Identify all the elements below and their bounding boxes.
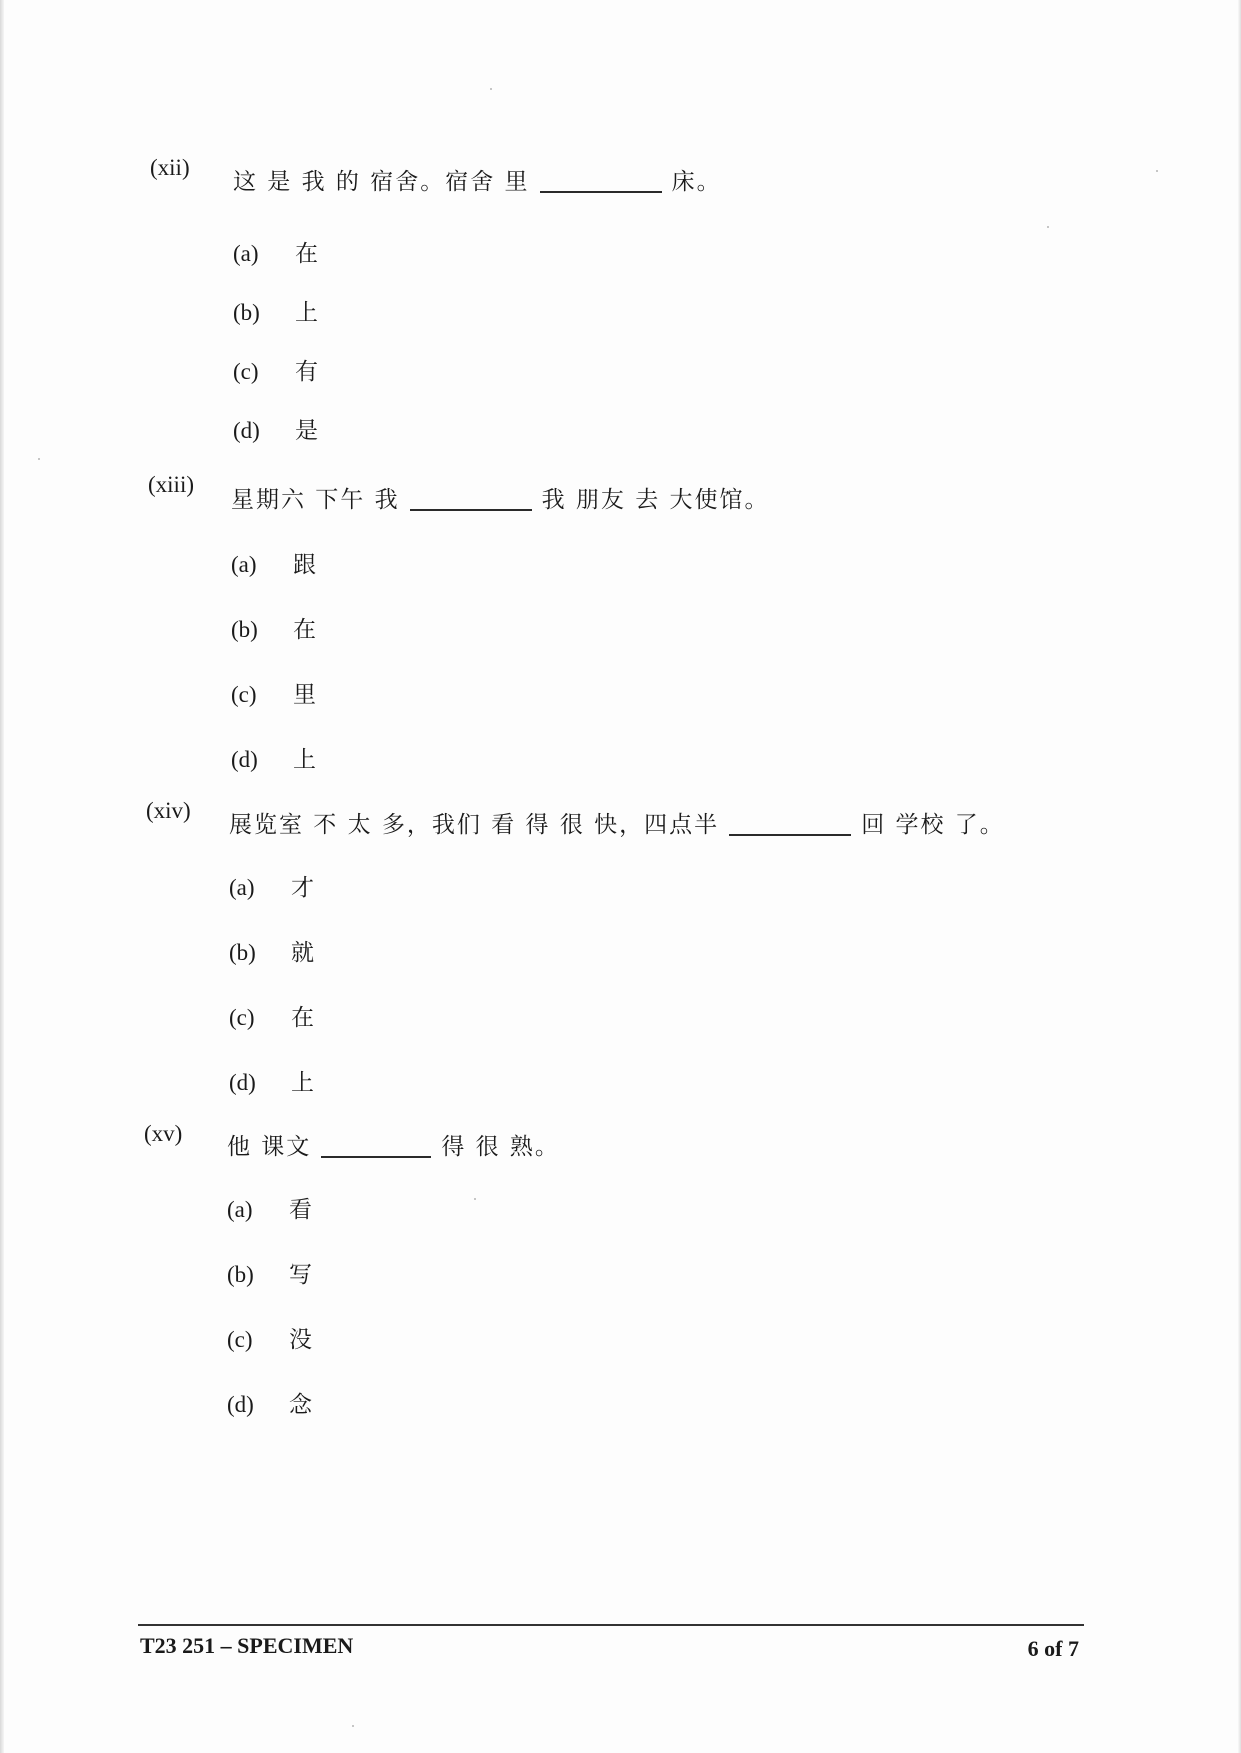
option-text: 里: [293, 682, 316, 708]
option-c: [229, 999, 314, 1032]
option-label: (b): [227, 1262, 254, 1287]
option-c: [231, 676, 316, 709]
footer-paper-code: T23 251 – SPECIMEN: [140, 1633, 354, 1658]
question-number: (xii): [150, 155, 190, 180]
option-label: (d): [227, 1392, 254, 1417]
scan-speck: [1156, 170, 1158, 172]
question-text: [233, 163, 722, 196]
option-label: (c): [227, 1327, 253, 1352]
answer-blank: [729, 834, 851, 836]
option-a: [227, 1191, 312, 1224]
question-text-before-blank: 展览室 不 太 多，我们 看 得 很 快，四点半: [229, 812, 720, 838]
option-b: [229, 934, 314, 967]
question-number: (xiii): [148, 472, 194, 497]
option-text: 跟: [293, 552, 316, 578]
question-text-after-blank: 我 朋友 去 大使馆。: [541, 487, 770, 513]
scan-speck: [490, 88, 492, 90]
question-text: [231, 481, 770, 514]
option-d: [229, 1064, 314, 1097]
question-number: (xv): [144, 1121, 183, 1146]
option-label: (c): [233, 359, 259, 384]
scan-speck: [38, 458, 40, 460]
option-text: 才: [291, 875, 314, 901]
option-b: [231, 611, 316, 644]
scan-edge-left: [0, 0, 4, 1753]
option-label: (b): [229, 940, 256, 965]
answer-blank: [410, 509, 532, 511]
option-label: (a): [231, 552, 257, 577]
option-text: 写: [289, 1262, 312, 1288]
option-d: [233, 412, 318, 445]
option-b: [233, 294, 318, 327]
option-text: 上: [295, 300, 318, 326]
answer-blank: [540, 191, 662, 193]
option-a: [229, 869, 314, 902]
question-text-after-blank: 得 很 熟。: [441, 1134, 560, 1160]
question-text: [227, 1128, 560, 1161]
option-text: 上: [291, 1070, 314, 1096]
option-text: 上: [293, 747, 316, 773]
option-label: (d): [229, 1070, 256, 1095]
option-text: 念: [289, 1392, 312, 1418]
option-d: [227, 1386, 312, 1419]
question-text-before-blank: 这 是 我 的 宿舍。宿舍 里: [233, 169, 530, 195]
option-c: [233, 353, 318, 386]
option-text: 看: [289, 1197, 312, 1223]
option-text: 在: [291, 1005, 314, 1031]
option-label: (b): [231, 617, 258, 642]
option-text: 没: [289, 1327, 312, 1353]
scan-speck: [1047, 226, 1049, 228]
option-text: 是: [295, 418, 318, 444]
option-label: (a): [229, 875, 255, 900]
option-label: (a): [227, 1197, 253, 1222]
option-label: (a): [233, 241, 259, 266]
option-b: [227, 1256, 312, 1289]
question-text: [229, 806, 1005, 839]
option-label: (b): [233, 300, 260, 325]
answer-blank: [321, 1156, 431, 1158]
question-text-before-blank: 星期六 下午 我: [231, 487, 400, 513]
option-a: [231, 546, 316, 579]
option-label: (d): [233, 418, 260, 443]
option-text: 有: [295, 359, 318, 385]
option-a: [233, 235, 318, 268]
option-label: (c): [229, 1005, 255, 1030]
footer-page-number: 6 of 7: [1027, 1636, 1079, 1661]
option-text: 就: [291, 940, 314, 966]
option-c: [227, 1321, 312, 1354]
footer-divider: [138, 1624, 1084, 1626]
option-label: (c): [231, 682, 257, 707]
question-text-after-blank: 回 学校 了。: [861, 812, 1005, 838]
option-text: 在: [293, 617, 316, 643]
question-number: (xiv): [146, 798, 191, 823]
scan-speck: [352, 1725, 354, 1727]
option-label: (d): [231, 747, 258, 772]
option-text: 在: [295, 241, 318, 267]
scan-speck: [474, 1198, 476, 1200]
question-text-before-blank: 他 课文: [227, 1134, 312, 1160]
option-d: [231, 741, 316, 774]
question-text-after-blank: 床。: [671, 169, 722, 195]
